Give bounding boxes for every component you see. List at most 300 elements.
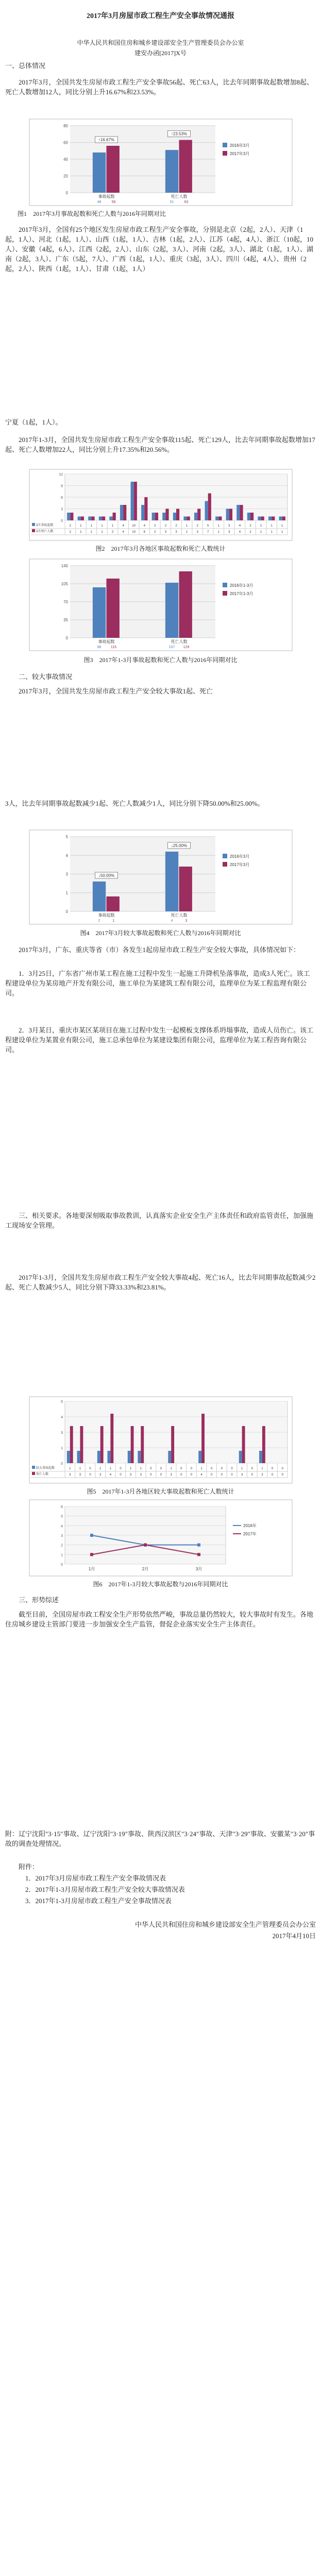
- bar: [97, 1451, 100, 1463]
- data-point: [144, 1544, 147, 1547]
- bar: [259, 1451, 262, 1463]
- major-paragraph-5: 2．3月某日，重庆市某区某项目在施工过程中发生一起模板支撑体系坍塌事故，造成人员伤亡。该工程建设单位为某置业有限公司，施工总承包单位为某建设集团有限公司，监理单位为某工程咨询有限公司。: [5, 1026, 314, 1054]
- value-label: 2: [164, 524, 167, 528]
- header-block: [0, 0, 321, 77]
- value-label: 2: [196, 524, 198, 528]
- bar: [187, 517, 190, 521]
- y-tick-label: 105: [61, 582, 68, 586]
- legend-entry: 3月事故起数: [36, 524, 54, 527]
- value-label: 1: [79, 1467, 81, 1470]
- value-label: 107: [168, 646, 175, 649]
- value-label: 4: [239, 524, 241, 528]
- bar: [109, 517, 112, 521]
- value-label: 2: [69, 524, 71, 528]
- bar: [261, 517, 264, 521]
- x-tick-label: 事故起数: [98, 194, 115, 199]
- chart-3: [29, 558, 293, 651]
- value-label: 0: [160, 1473, 162, 1477]
- value-label: 0: [160, 1467, 162, 1470]
- value-label: 0: [150, 1467, 152, 1470]
- value-label: 3: [241, 1473, 243, 1477]
- legend-entry: 较大事故起数: [36, 1467, 55, 1470]
- value-label: 0: [120, 1467, 122, 1470]
- bar: [93, 587, 106, 638]
- legend-swatch: [223, 143, 227, 147]
- overall-paragraph-4: 2017年1-3月，全国共发生房屋市政工程生产安全事故115起、死亡129人，比去年同期事故起数增加17起、死亡人数增加22人，同比分别上升17.35%和20.56%。: [5, 436, 315, 453]
- major-section-4: [0, 1211, 321, 1396]
- bar: [123, 505, 126, 520]
- major-paragraph-7: 2017年1-3月，全国共发生房屋市政工程生产安全较大事故4起、死亡16人，比去年同期事故起数减少2起、死亡人数减少5人，同比分别下降33.33%和23.81%。: [5, 1274, 316, 1291]
- bar: [208, 494, 211, 521]
- legend-entry: 2017年3月: [230, 862, 250, 867]
- value-label: 3: [175, 531, 177, 534]
- value-label: 1: [80, 524, 82, 528]
- bar: [107, 1451, 110, 1463]
- bar: [155, 513, 158, 520]
- bar: [81, 517, 84, 521]
- x-tick-label: 事故起数: [98, 913, 115, 918]
- bar: [67, 1451, 70, 1463]
- value-label: 4: [200, 1473, 202, 1477]
- value-label: 63: [184, 200, 189, 204]
- bar: [226, 509, 229, 521]
- value-label: 0: [251, 1473, 253, 1477]
- y-tick-label: 70: [63, 600, 68, 604]
- doc-number: 建安办函[2017]X号: [134, 49, 187, 57]
- chart-6: [29, 1499, 293, 1577]
- value-label: 3: [196, 531, 198, 534]
- value-label: 1: [90, 531, 93, 534]
- value-label: 0: [120, 1473, 122, 1477]
- value-label: 2: [69, 531, 71, 534]
- value-label: 1: [281, 524, 283, 528]
- bar: [77, 1451, 80, 1463]
- bar: [70, 1426, 73, 1463]
- bar: [100, 1426, 104, 1463]
- value-label: 1: [101, 524, 103, 528]
- y-tick-label: 5: [65, 835, 68, 839]
- legend-entry: 2016年: [243, 1523, 257, 1528]
- major-section: [0, 670, 321, 701]
- chart-5: [29, 1396, 293, 1484]
- y-tick-label: 5: [61, 1515, 63, 1519]
- bar: [165, 583, 178, 638]
- value-label: 7: [207, 531, 209, 534]
- value-label: 1: [109, 1467, 112, 1470]
- bar: [179, 571, 192, 638]
- x-tick-label: 死亡人数: [171, 194, 188, 199]
- value-label: 3: [140, 1473, 142, 1477]
- x-tick-label: 死亡人数: [171, 639, 188, 644]
- value-label: 10: [132, 524, 136, 528]
- y-tick-label: 40: [63, 157, 68, 162]
- bar: [215, 517, 218, 521]
- bar: [205, 501, 208, 521]
- issuer-line: 中华人民共和国住房和城乡建设部安全生产管理委员会办公室: [77, 39, 244, 46]
- legend-swatch: [32, 523, 35, 526]
- value-label: 2: [175, 524, 177, 528]
- value-label: 2: [154, 531, 156, 534]
- value-label: 4: [171, 919, 173, 923]
- value-label: 4: [122, 524, 124, 528]
- value-label: 1: [90, 524, 93, 528]
- value-label: 1: [112, 919, 115, 923]
- bar: [279, 517, 282, 521]
- bar: [88, 517, 91, 521]
- bar: [173, 513, 176, 520]
- y-tick-label: 140: [61, 564, 68, 568]
- overall-paragraph-3: 宁夏（1起，1人）。: [5, 418, 62, 426]
- y-tick-label: 0: [65, 191, 68, 195]
- value-label: 1: [99, 1467, 102, 1470]
- value-label: 1: [101, 531, 103, 534]
- value-label: 1: [111, 524, 114, 528]
- bar: [282, 517, 285, 521]
- value-label: 5: [207, 524, 209, 528]
- data-label: ↓25.00%: [171, 843, 188, 848]
- attachments-label: 附件：: [19, 1863, 39, 1871]
- value-label: 3: [129, 1473, 132, 1477]
- spacer-1: [0, 345, 321, 417]
- value-label: 1: [129, 1467, 132, 1470]
- bar: [165, 852, 178, 911]
- bar: [236, 505, 240, 520]
- y-tick-label: 80: [63, 124, 68, 128]
- attachment-1[interactable]: 1．2017年3月房屋市政工程生产安全事故情况表: [25, 1874, 166, 1882]
- legend-swatch: [32, 529, 35, 532]
- overall-section-2: [0, 222, 321, 345]
- bar: [113, 513, 116, 520]
- figure-6: [0, 1499, 321, 1592]
- value-label: 3: [228, 531, 230, 534]
- x-tick-label: 1月: [88, 1567, 95, 1571]
- bar: [107, 146, 120, 193]
- value-label: 1: [260, 531, 262, 534]
- value-label: 3: [228, 524, 230, 528]
- bar: [262, 1426, 265, 1463]
- y-tick-label: 6: [61, 1505, 63, 1509]
- value-label: 0: [251, 1467, 253, 1470]
- chart-2: [29, 469, 293, 541]
- bar: [171, 1426, 174, 1463]
- value-label: 1: [140, 1467, 142, 1470]
- figure-6-caption: 图6 2017年1-3月较大事故起数与2016年同期对比: [93, 1581, 228, 1588]
- bar: [120, 505, 123, 520]
- legend-entry: 2016年3月: [230, 143, 250, 148]
- closing-paragraph-1: 附：辽宁沈阳"3·15"事故、辽宁沈阳"3·19"事故、陕西汉滨区"3·24"事故、天津"3·29"事故、安徽某"3·20"事故的调查处理情况。: [5, 1830, 315, 1848]
- figure-4: [0, 829, 321, 943]
- legend-entry: 2017年: [243, 1532, 257, 1536]
- legend-swatch: [223, 591, 227, 596]
- bar: [242, 1426, 245, 1463]
- legend-swatch: [32, 1472, 35, 1475]
- comparison-section: [0, 1592, 321, 1726]
- value-label: 0: [211, 1473, 213, 1477]
- y-tick-label: 3: [61, 1431, 63, 1435]
- bar: [162, 513, 165, 520]
- data-point: [197, 1544, 200, 1547]
- value-label: 4: [143, 524, 145, 528]
- bar: [107, 579, 120, 638]
- value-label: 4: [122, 531, 124, 534]
- value-label: 1: [271, 524, 273, 528]
- y-tick-label: 9: [61, 484, 63, 488]
- overall-heading: 一、总体情况: [5, 62, 46, 70]
- spacer-3: [0, 1726, 321, 1829]
- bar: [176, 509, 179, 521]
- legend-entry: 2016年1-3月: [230, 583, 254, 588]
- x-tick-label: 3月: [195, 1567, 202, 1571]
- legend-swatch: [223, 583, 227, 587]
- y-tick-label: 0: [65, 909, 68, 914]
- y-tick-label: 1: [61, 1553, 63, 1557]
- data-point: [90, 1534, 93, 1537]
- comparison-paragraph-1: 截至目前，全国房屋市政工程安全生产形势依然严峻，事故总量仍然较大，较大事故时有发生。各地住房城乡建设主管部门要进一步加强安全生产监管，督促企业落实安全生产主体责任。: [5, 1611, 314, 1628]
- y-tick-label: 4: [61, 1524, 63, 1529]
- legend-entry: 2017年3月: [230, 151, 250, 156]
- data-label: ↑23.53%: [171, 131, 188, 137]
- spacer-2: [0, 701, 321, 799]
- figure-5-caption: 图5 2017年1-3月各地区较大事故起数和死亡人数统计: [87, 1488, 234, 1495]
- y-tick-label: 35: [63, 618, 68, 622]
- value-label: 129: [183, 646, 190, 649]
- bar: [107, 896, 120, 911]
- y-tick-label: 2: [61, 1544, 63, 1548]
- value-label: 2: [98, 919, 100, 923]
- value-label: 51: [170, 200, 174, 204]
- value-label: 0: [150, 1473, 152, 1477]
- bar: [179, 140, 192, 193]
- chart-4: [29, 829, 293, 925]
- bar: [110, 1414, 113, 1463]
- value-label: 3: [185, 919, 188, 923]
- bar: [250, 513, 254, 520]
- value-label: 0: [281, 1467, 283, 1470]
- attachment-2[interactable]: 2．2017年1-3月房屋市政工程生产安全较大事故情况表: [25, 1886, 185, 1893]
- value-label: 3: [79, 1473, 81, 1477]
- major-section-2: [0, 799, 321, 829]
- bar: [165, 509, 168, 521]
- y-tick-label: 4: [65, 853, 68, 858]
- value-label: 3: [99, 1473, 102, 1477]
- figure-5: [0, 1396, 321, 1499]
- value-label: 4: [109, 1473, 112, 1477]
- bar: [67, 513, 70, 520]
- bar: [165, 150, 178, 193]
- bar: [138, 1451, 141, 1463]
- y-tick-label: 0: [61, 1462, 63, 1466]
- bar: [201, 1414, 205, 1463]
- y-tick-label: 0: [65, 636, 68, 640]
- major-paragraph-2: 3人，比去年同期事故起数减少1起、死亡人数减少1人，同比分别下降50.00%和25.00%。: [5, 800, 264, 807]
- value-label: 1: [185, 524, 188, 528]
- value-label: 0: [89, 1467, 91, 1470]
- value-label: 1: [271, 531, 273, 534]
- legend-entry: 2017年1-3月: [230, 591, 254, 596]
- value-label: 0: [271, 1473, 274, 1477]
- major-paragraph-4: 1．3月25日，广东省广州市某工程在施工过程中发生一起施工升降机坠落事故，造成3人死亡。该工程建设单位为某房地产开发有限公司，施工单位为某建筑工程有限公司，监理单位为某工程监理有限公司。: [5, 970, 310, 997]
- value-label: 1: [185, 531, 188, 534]
- data-label: ↑16.67%: [98, 138, 115, 142]
- value-label: 48: [97, 200, 102, 204]
- y-tick-label: 3: [65, 872, 68, 877]
- y-tick-label: 20: [63, 174, 68, 179]
- value-label: 1: [241, 1467, 243, 1470]
- major-paragraph-6: 三、相关要求。各地要深刻吸取事故教训，认真落实企业安全生产主体责任和政府监管责任，加强施工现场安全管理。: [5, 1212, 314, 1229]
- value-label: 1: [217, 524, 219, 528]
- overall-section: [0, 77, 321, 118]
- signature-date: 2017年4月10日: [272, 1932, 316, 1940]
- value-label: 2: [154, 524, 156, 528]
- major-paragraph-1: 2017年3月，全国共发生房屋市政工程生产安全较大事故1起、死亡: [19, 687, 213, 695]
- value-label: 115: [110, 646, 117, 649]
- bar: [141, 1426, 144, 1463]
- bar: [144, 497, 147, 520]
- bar: [197, 509, 200, 521]
- figure-3-caption: 图3 2017年1-3月事故起数和死亡人数与2016年同期对比: [83, 656, 238, 664]
- bar: [78, 517, 81, 521]
- figure-1-caption: 图1 2017年3月事故起数和死亡人数与2016年同期对比: [18, 210, 166, 217]
- bar: [258, 517, 261, 521]
- value-label: 3: [261, 1473, 263, 1477]
- bar: [134, 482, 137, 520]
- legend-entry: 2016年3月: [230, 854, 250, 859]
- value-label: 1: [170, 1467, 172, 1470]
- bar: [131, 482, 134, 520]
- y-tick-label: 12: [59, 473, 63, 477]
- signature-issuer: 中华人民共和国住房和城乡建设部安全生产管理委员会办公室: [134, 1921, 316, 1928]
- data-point: [197, 1553, 200, 1556]
- legend-swatch: [223, 151, 227, 156]
- value-label: 3: [170, 1473, 172, 1477]
- value-label: 0: [231, 1467, 233, 1470]
- bar: [102, 517, 105, 521]
- value-label: 10: [132, 531, 136, 534]
- legend-swatch: [32, 1466, 35, 1469]
- bar: [141, 505, 144, 520]
- value-label: 1: [217, 531, 219, 534]
- y-tick-label: 1: [61, 1447, 63, 1450]
- value-label: 0: [180, 1467, 182, 1470]
- value-label: 98: [97, 646, 102, 649]
- value-label: 3: [69, 1473, 71, 1477]
- value-label: 0: [221, 1467, 223, 1470]
- bar: [131, 1426, 134, 1463]
- bar: [99, 517, 102, 521]
- bar: [168, 1451, 171, 1463]
- bar: [247, 513, 250, 520]
- bar: [272, 517, 275, 521]
- x-tick-label: 2月: [142, 1567, 149, 1571]
- value-label: 1: [261, 1467, 263, 1470]
- y-tick-label: 60: [63, 140, 68, 145]
- value-label: 4: [239, 531, 241, 534]
- value-label: 0: [231, 1473, 233, 1477]
- x-tick-label: 死亡人数: [171, 913, 188, 918]
- document-title: 2017年3月房屋市政工程生产安全事故情况通报: [87, 12, 234, 20]
- legend-swatch: [223, 854, 227, 858]
- figure-1: [0, 118, 321, 222]
- figure-4-caption: 图4 2017年3月较大事故起数和死亡人数与2016年同期对比: [80, 929, 241, 937]
- data-point: [90, 1553, 93, 1556]
- value-label: 2: [111, 531, 114, 534]
- value-label: 0: [281, 1473, 283, 1477]
- value-label: 0: [221, 1473, 223, 1477]
- value-label: 2: [249, 531, 251, 534]
- data-label: ↓50.00%: [98, 873, 115, 878]
- value-label: 0: [190, 1473, 193, 1477]
- major-paragraph-3: 2017年3月，广东、重庆等省（市）各发生1起房屋市政工程生产安全较大事故，具体情况如下：: [19, 946, 300, 954]
- y-tick-label: 1: [65, 890, 68, 895]
- value-label: 0: [180, 1473, 182, 1477]
- value-label: 1: [281, 531, 283, 534]
- comparison-heading: 三、形势综述: [19, 1596, 59, 1604]
- value-label: 1: [260, 524, 262, 528]
- value-label: 1: [69, 1467, 71, 1470]
- figure-2-caption: 图2 2017年3月各地区事故起数和死亡人数统计: [95, 545, 226, 552]
- figure-2: [0, 469, 321, 556]
- value-label: 56: [111, 200, 116, 204]
- value-label: 0: [271, 1467, 274, 1470]
- major-section-3: [0, 943, 321, 1211]
- y-tick-label: 0: [61, 519, 63, 523]
- bar: [194, 513, 197, 520]
- y-tick-label: 3: [61, 1534, 63, 1538]
- y-tick-label: 5: [61, 1400, 63, 1404]
- y-tick-label: 3: [61, 507, 63, 512]
- bar: [91, 517, 94, 521]
- value-label: 0: [190, 1467, 193, 1470]
- bar: [70, 513, 73, 520]
- value-label: 1: [80, 531, 82, 534]
- overall-section-3: [0, 417, 321, 469]
- overall-paragraph-2: 2017年3月，全国有25个地区发生房屋市政工程生产安全事故，分别是北京（2起，2人）、天津（1起，1人）、河北（1起，1人）、山西（1起，1人）、吉林（1起，2人）、江苏（4起，4人）、浙江（10起，10人）、安徽（4起，6人）、江西（2起，2人）、山东（2起，3人）、河南（2起，3人）、湖北（1起，1人）、湖南（2起，3人）、广东（5起，7人）、广西（1起，1人）、重庆（3起，3人）、四川（4起，4人）、贵州（2起，2人）、陕西（1起，1人）、甘肃（1起，1人）: [5, 226, 314, 273]
- value-label: 1: [200, 1467, 202, 1470]
- bar: [183, 517, 187, 521]
- bar: [198, 1451, 201, 1463]
- legend-entry: 死亡人数: [36, 1473, 49, 1476]
- bar: [240, 505, 243, 520]
- x-tick-label: 事故起数: [98, 639, 115, 644]
- bar: [229, 509, 232, 521]
- bar: [93, 882, 106, 911]
- legend-entry: 3月死亡人数: [36, 530, 54, 533]
- value-label: 2: [249, 524, 251, 528]
- bar: [268, 517, 272, 521]
- major-heading: 二、较大事故情况: [19, 673, 73, 681]
- bar: [239, 1451, 242, 1463]
- overall-paragraph-1: 2017年3月，全国共发生房屋市政工程生产安全事故56起、死亡63人，比去年同期事故起数增加8起、死亡人数增加12人，同比分别上升16.67%和23.53%。: [5, 78, 314, 96]
- bar: [93, 152, 106, 193]
- value-label: 0: [89, 1473, 91, 1477]
- y-tick-label: 0: [61, 1563, 63, 1567]
- attachment-3[interactable]: 3．2017年1-3月房屋市政工程生产安全事故情况表: [25, 1897, 172, 1905]
- bar: [80, 1426, 83, 1463]
- bar: [179, 867, 192, 911]
- value-label: 3: [164, 531, 167, 534]
- figure-3: [0, 556, 321, 670]
- legend-swatch: [223, 862, 227, 867]
- y-tick-label: 4: [61, 1416, 63, 1419]
- bar: [152, 513, 155, 520]
- bar: [218, 517, 222, 521]
- closing-section: [0, 1829, 321, 1963]
- bar: [128, 1451, 131, 1463]
- chart-1: [29, 118, 293, 206]
- y-tick-label: 6: [61, 496, 63, 500]
- value-label: 6: [143, 531, 145, 534]
- value-label: 0: [211, 1467, 213, 1470]
